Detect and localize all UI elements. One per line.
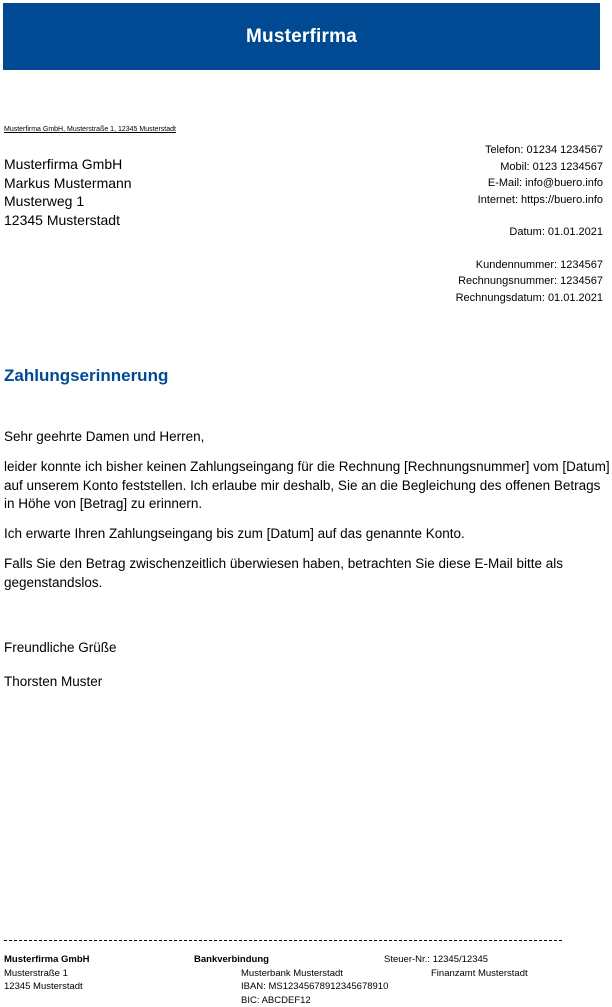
contact-info-block (456, 142, 603, 306)
body-paragraph-1: leider konnte ich bisher keinen Zahlungseingang für die Rechnung [Rechnungsnummer] vom [Datum] auf unserem Konto feststellen. Ich erlaube mir deshalb, Sie an die Begleichung des offenen Betrags in Höhe von [Betrag] zu erinnern. (4, 458, 610, 514)
footer-company-name: Musterfirma GmbH (4, 953, 90, 967)
footer-company-city: 12345 Musterstadt (4, 980, 90, 994)
footer-bank-name: Musterbank Musterstadt (194, 967, 388, 981)
customer-number: Kundennummer: 1234567 (456, 257, 603, 274)
footer-company (4, 953, 90, 994)
recipient-city: 12345 Musterstadt (4, 211, 132, 230)
footer-tax-office: Finanzamt Musterstadt (384, 967, 528, 981)
footer-tax-number: Steuer-Nr.: 12345/12345 (384, 953, 528, 967)
letter-date: Datum: 01.01.2021 (456, 224, 603, 241)
footer-tax (384, 953, 528, 980)
recipient-name: Markus Mustermann (4, 174, 132, 193)
contact-internet: Internet: https://buero.info (456, 192, 603, 209)
salutation: Sehr geehrte Damen und Herren, (4, 428, 610, 447)
invoice-date: Rechnungsdatum: 01.01.2021 (456, 290, 603, 307)
recipient-company: Musterfirma GmbH (4, 155, 132, 174)
footer-bank (194, 953, 388, 1007)
contact-mobile: Mobil: 0123 1234567 (456, 159, 603, 176)
footer-bank-heading: Bankverbindung (194, 953, 388, 967)
footer-bank-bic: BIC: ABCDEF12 (194, 994, 388, 1007)
letter-closing (4, 639, 117, 691)
invoice-number: Rechnungsnummer: 1234567 (456, 273, 603, 290)
signature-name: Thorsten Muster (4, 673, 117, 692)
info-spacer (456, 208, 603, 224)
company-title: Musterfirma (246, 26, 357, 48)
body-paragraph-3: Falls Sie den Betrag zwischenzeitlich überwiesen haben, betrachten Sie diese E-Mail bitte als gegenstandslos. (4, 555, 610, 592)
letter-body (4, 428, 610, 604)
letterhead-banner (3, 3, 600, 70)
letter-subject: Zahlungserinnerung (4, 366, 168, 386)
footer-company-street: Musterstraße 1 (4, 967, 90, 981)
recipient-address (4, 155, 132, 229)
recipient-street: Musterweg 1 (4, 192, 132, 211)
body-paragraph-2: Ich erwarte Ihren Zahlungseingang bis zum [Datum] auf das genannte Konto. (4, 525, 610, 544)
footer-divider (4, 940, 562, 941)
info-spacer (456, 241, 603, 257)
footer-bank-iban: IBAN: MS12345678912345678910 (194, 980, 388, 994)
sender-return-address: Musterfirma GmbH, Musterstraße 1, 12345 Musterstadt (4, 126, 176, 133)
closing-greeting: Freundliche Grüße (4, 639, 117, 658)
contact-phone: Telefon: 01234 1234567 (456, 142, 603, 159)
contact-email: E-Mail: info@buero.info (456, 175, 603, 192)
